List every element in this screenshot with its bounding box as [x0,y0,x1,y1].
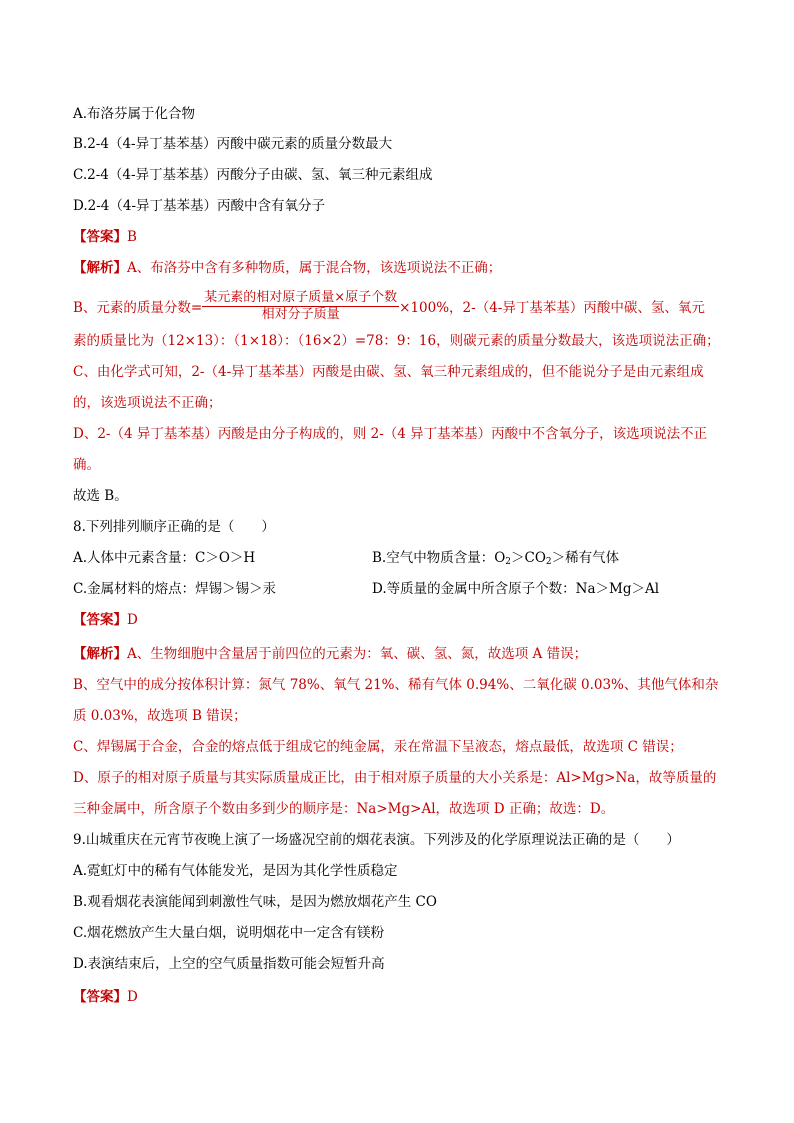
q9-option-d: D.表演结束后，上空的空气质量指数可能会短暂升高 [73,956,385,972]
q9-stem: 9.山城重庆在元宵节夜晚上演了一场盛况空前的烟花表演。下列涉及的化学原理说法正确的是（ ） [73,832,680,848]
q8-option-row-2 [73,579,660,599]
q7-analysis-d-line2: 确。 [73,457,100,473]
q7-option-a: A.布洛芬属于化合物 [73,106,196,122]
q8-option-c: C.金属材料的熔点：焊锡＞锡＞汞 [73,581,277,597]
analysis-text: A、布洛芬中含有多种物质，属于混合物，该选项说法不正确； [127,260,502,276]
answer-value: D [127,989,138,1005]
q7-analysis-a [73,258,501,278]
formula-suffix: ×100%，2-（4-异丁基苯基）丙酸中碳、氢、氧元 [399,300,705,316]
q8-option-row-1 [73,548,620,568]
q8-analysis-b-line2: 质 0.03%，故选项 B 错误； [73,708,247,724]
q9-option-b: B.观看烟花表演能闻到刺激性气味，是因为燃放烟花产生 CO [73,894,437,910]
analysis-tag: 【解析】 [73,260,127,276]
q8-option-a: A.人体中元素含量：C＞O＞H [73,550,256,566]
q8-analysis-d-line1: D、原子的相对原子质量与其实际质量成正比，由于相对原子质量的大小关系是：Al>Mg>Na，故等质量的 [73,770,717,786]
q8-analysis-a [73,644,587,664]
analysis-text: A、生物细胞中含量居于前四位的元素为：氧、碳、氢、氮，故选项 A 错误； [127,646,588,662]
answer-tag: 【答案】 [73,612,127,628]
q7-analysis-b-line1 [73,292,705,325]
mass-fraction-formula [202,290,399,323]
answer-value: B [127,229,137,245]
q8-answer [73,610,138,630]
answer-tag: 【答案】 [73,229,127,245]
q7-conclusion: 故选 B。 [73,488,128,504]
q9-answer [73,987,138,1007]
q7-option-c: C.2-4（4-异丁基苯基）丙酸分子由碳、氢、氧三种元素组成 [73,167,433,183]
formula-denominator: 相对分子质量 [261,307,340,322]
q7-option-d: D.2-4（4-异丁基苯基）丙酸中含有氧分子 [73,198,326,214]
formula-numerator: 某元素的相对原子质量×原子个数 [204,290,398,305]
formula-prefix: B、元素的质量分数= [73,300,203,316]
q8-option-d: D.等质量的金属中所含原子个数：Na＞Mg＞Al [372,581,660,597]
q8-option-b: B.空气中物质含量：$O_2>CO_2>$稀有气体 [372,550,620,567]
q7-analysis-c-line2: 的，该选项说法不正确； [73,395,222,411]
q8-analysis-d-line2: 三种金属中，所含原子个数由多到少的顺序是：Na>Mg>Al，故选项 D 正确；故选：D。 [73,801,615,817]
answer-value: D [127,612,138,628]
q7-option-b: B.2-4（4-异丁基苯基）丙酸中碳元素的质量分数最大 [73,136,393,152]
q7-analysis-d-line1: D、2-（4 异丁基苯基）丙酸是由分子构成的，则 2-（4 异丁基苯基）丙酸中不含氧分子，该选项说法不正 [73,426,708,442]
q8-stem: 8.下列排列顺序正确的是（ ） [73,519,275,535]
q8-analysis-b-line1: B、空气中的成分按体积计算：氮气 78%、氧气 21%、稀有气体 0.94%、二氧化碳 0.03%、其他气体和杂 [73,677,719,693]
q8-analysis-c: C、焊锡属于合金，合金的熔点低于组成它的纯金属，汞在常温下呈液态，熔点最低，故选项 C 错误； [73,739,683,755]
analysis-tag: 【解析】 [73,646,127,662]
q7-analysis-b-line2: 素的质量比为（12×13）：（1×18）：（16×2）=78：9：16，则碳元素的质量分数最大，该选项说法正确； [73,333,720,349]
q9-option-c: C.烟花燃放产生大量白烟，说明烟花中一定含有镁粉 [73,925,385,941]
q9-option-a: A.霓虹灯中的稀有气体能发光，是因为其化学性质稳定 [73,863,398,879]
answer-tag: 【答案】 [73,989,127,1005]
q7-analysis-c-line1: C、由化学式可知，2-（4-异丁基苯基）丙酸是由碳、氢、氧三种元素组成的，但不能说分子是由元素组成 [73,364,704,380]
q7-answer [73,227,137,247]
